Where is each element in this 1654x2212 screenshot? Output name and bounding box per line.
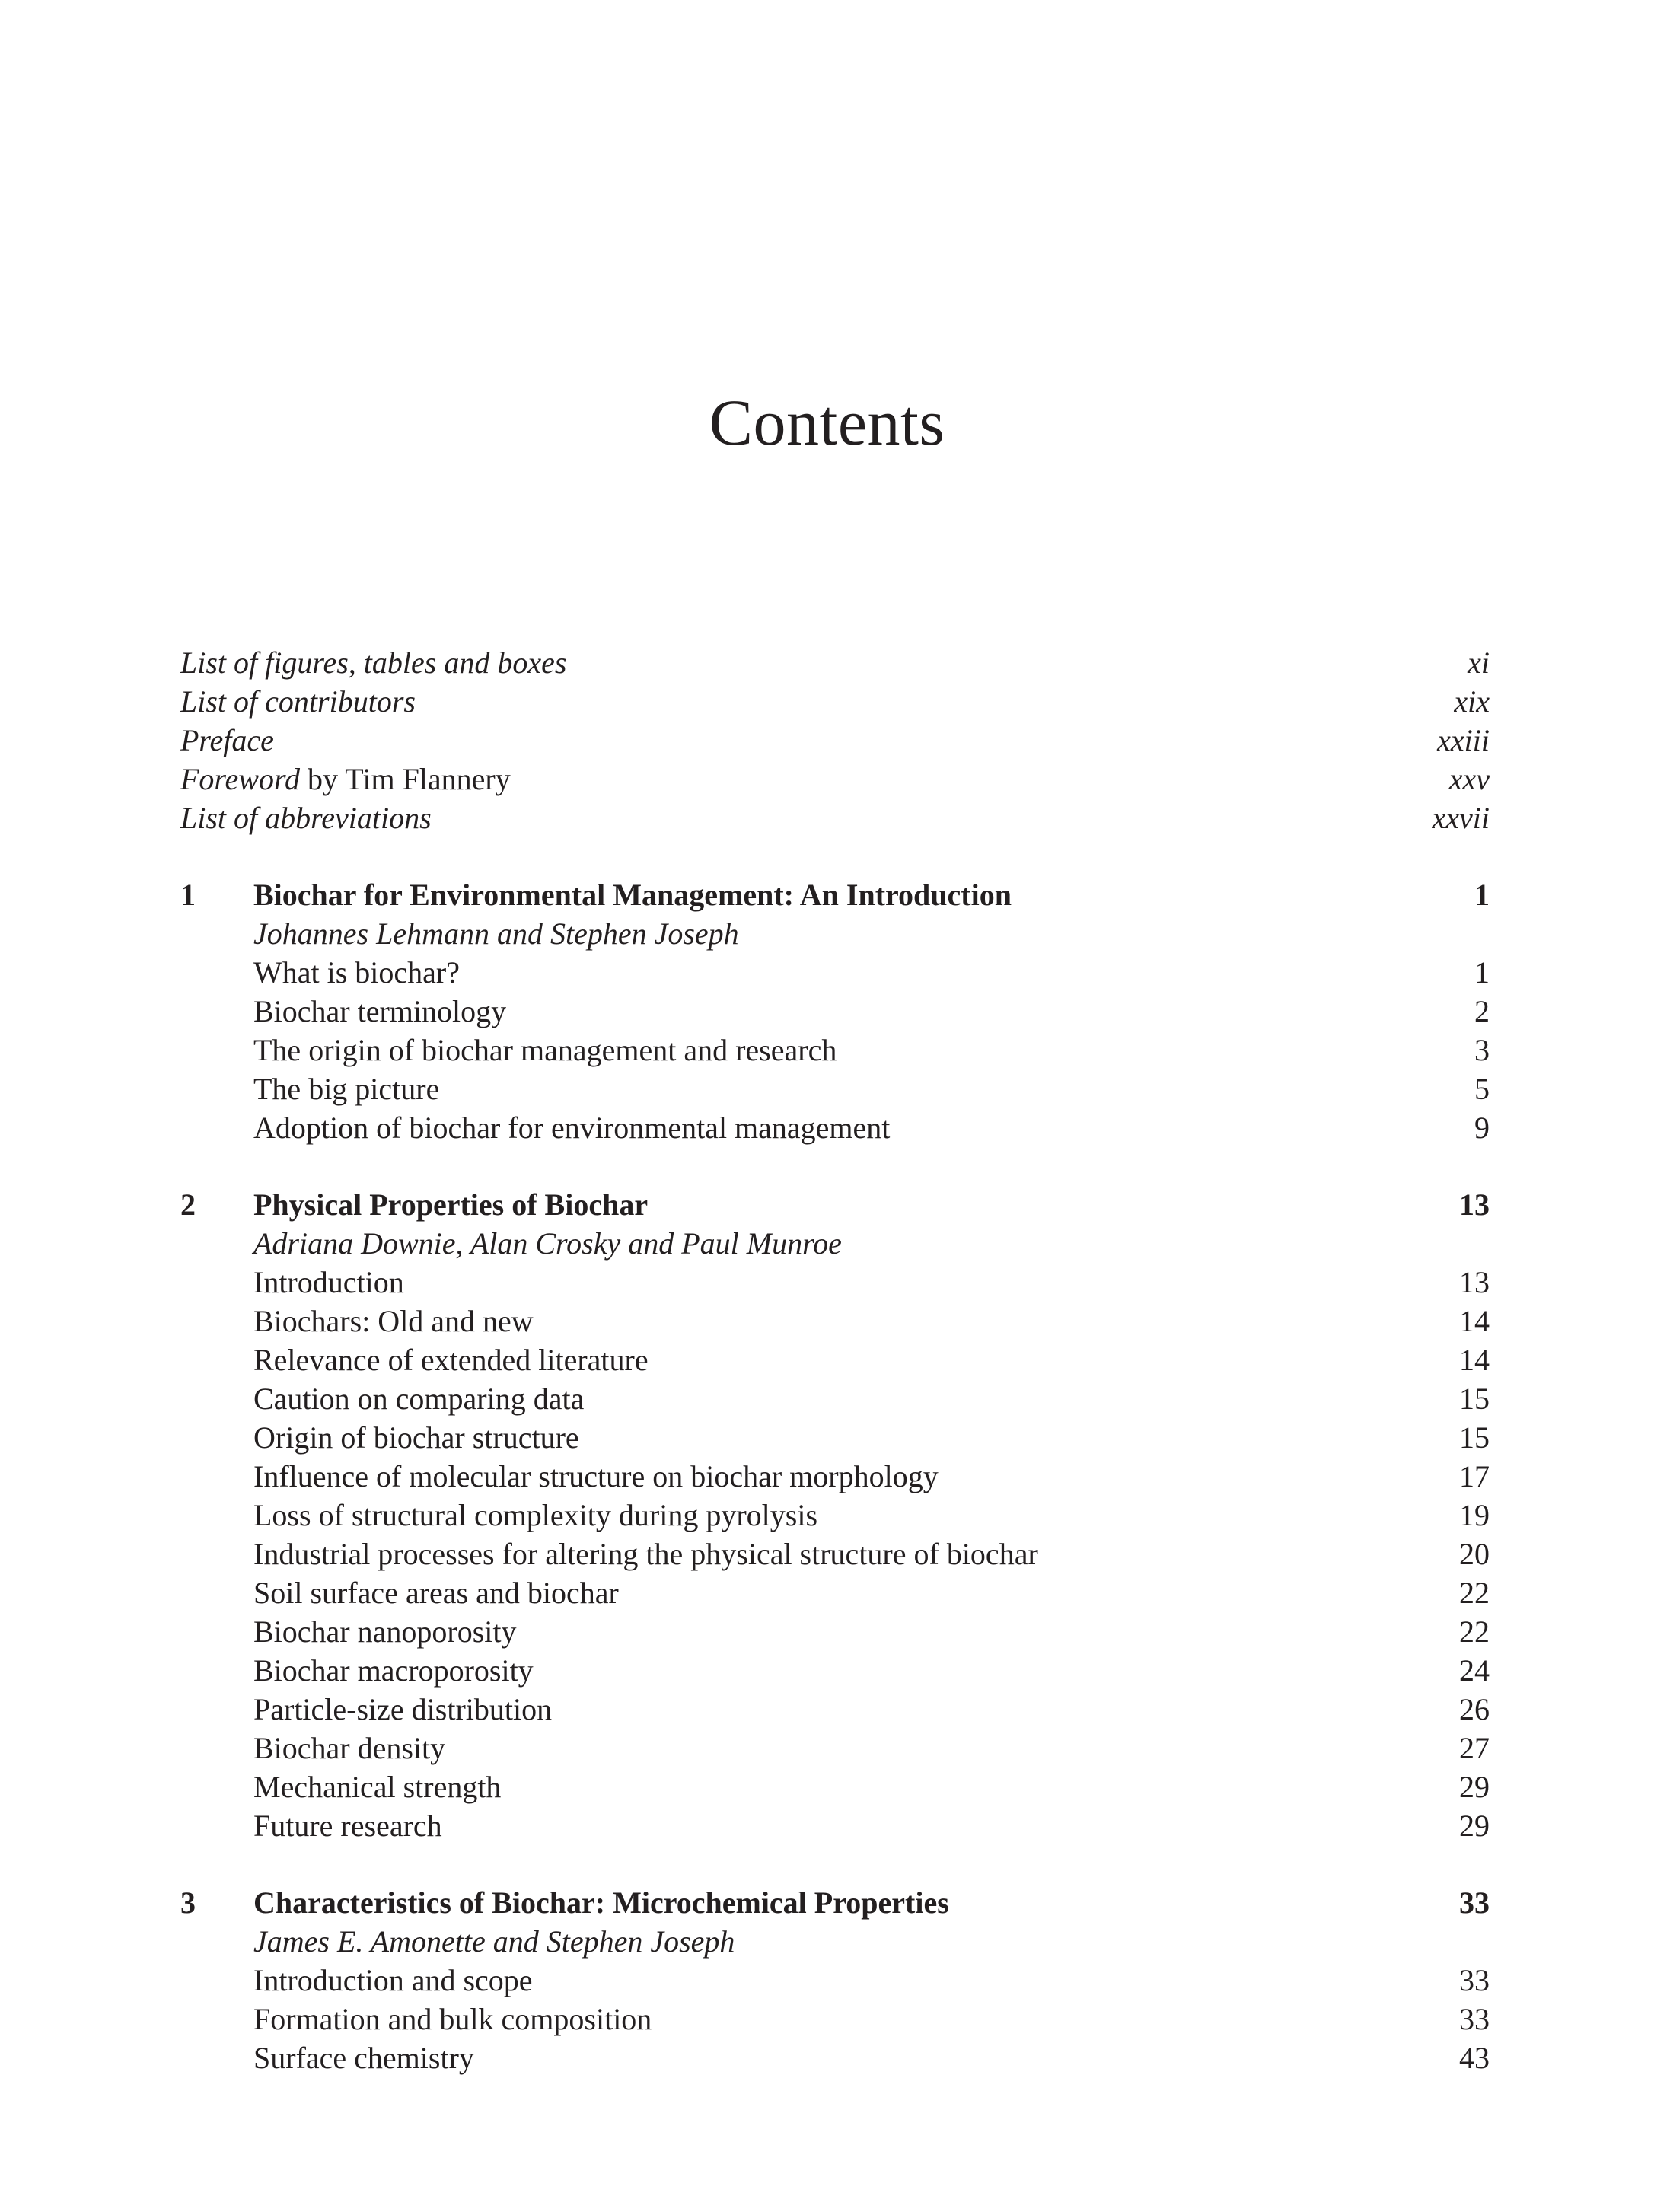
page-number: 5 [1474,1072,1490,1106]
page-number: 17 [1459,1459,1490,1493]
authors-text: Johannes Lehmann and Stephen Joseph [253,916,739,951]
section-entry[interactable] [180,1031,1490,1069]
section-title: Adoption of biochar for environmental management [253,1111,891,1145]
section-title: Industrial processes for altering the physical structure of biochar [253,1537,1038,1571]
page-number: xi [1468,645,1490,680]
section-entry[interactable] [180,1961,1490,2000]
chapter-title: Physical Properties of Biochar [253,1187,649,1222]
front-matter-label [180,682,416,721]
section-entry[interactable] [180,1340,1490,1379]
page-number: 15 [1459,1382,1490,1416]
section-title: Introduction [253,1265,404,1299]
section-title: Surface chemistry [253,2041,474,2075]
front-matter-label-text: Foreword [180,762,301,796]
page-number: xxiii [1437,723,1490,757]
page-number: 13 [1459,1187,1490,1222]
page-number: 27 [1459,1731,1490,1765]
section-entry[interactable] [180,1263,1490,1302]
section-title: Loss of structural complexity during pyrolysis [253,1498,818,1532]
section-entry[interactable] [180,1767,1490,1806]
section-title: Introduction and scope [253,1963,533,1997]
section-entry[interactable] [180,1729,1490,1767]
section-entry[interactable] [180,1535,1490,1573]
front-matter-item[interactable] [180,682,1490,721]
chapter-list [180,875,1490,2077]
section-title: Biochar terminology [253,994,507,1028]
section-title: Formation and bulk composition [253,2002,652,2036]
section-title: Soil surface areas and biochar [253,1576,619,1610]
section-title: What is biochar? [253,955,460,990]
section-title: The big picture [253,1072,440,1106]
section-title: Biochars: Old and new [253,1304,534,1338]
page-number: xxv [1448,762,1490,796]
chapter-number: 3 [180,1885,196,1920]
section-entry[interactable] [180,1612,1490,1651]
section-title: Influence of molecular structure on biochar morphology [253,1459,939,1493]
chapter-block [180,875,1490,1147]
chapter-number: 2 [180,1187,196,1222]
authors-text: Adriana Downie, Alan Crosky and Paul Munroe [253,1226,842,1261]
page-number: 33 [1459,1885,1490,1920]
section-title: Relevance of extended literature [253,1343,649,1377]
chapter-number: 1 [180,878,196,912]
front-matter-label-text: List of contributors [180,684,416,719]
section-entry[interactable] [180,2038,1490,2077]
page-number: 26 [1459,1692,1490,1726]
chapter-heading[interactable] [180,1185,1490,1224]
section-entry[interactable] [180,1496,1490,1535]
chapter-heading[interactable] [180,1883,1490,1922]
chapter-authors [180,914,1490,953]
chapter-block [180,1185,1490,1845]
front-matter-list [180,643,1490,837]
section-entry[interactable] [180,1108,1490,1147]
page-number: 13 [1459,1265,1490,1299]
front-matter-item[interactable] [180,760,1490,798]
section-title: Mechanical strength [253,1770,502,1804]
section-title: Future research [253,1809,442,1843]
section-entry[interactable] [180,1418,1490,1457]
page-number: 3 [1474,1033,1490,1067]
page-number: 2 [1474,994,1490,1028]
section-entry[interactable] [180,1379,1490,1418]
front-matter-item[interactable] [180,643,1490,682]
front-matter-label [180,760,511,798]
page-number: 33 [1459,2002,1490,2036]
section-title: The origin of biochar management and research [253,1033,837,1067]
chapter-title: Biochar for Environmental Management: An Introduction [253,878,1012,912]
section-title: Biochar density [253,1731,446,1765]
front-matter-label [180,721,274,760]
section-title: Origin of biochar structure [253,1420,579,1455]
section-entry[interactable] [180,2000,1490,2038]
page-number: 43 [1459,2041,1490,2075]
section-entry[interactable] [180,1651,1490,1690]
page-number: 29 [1459,1770,1490,1804]
section-title: Biochar nanoporosity [253,1614,517,1649]
page-number: 29 [1459,1809,1490,1843]
front-matter-label-suffix: by Tim Flannery [300,762,511,796]
page-number: 14 [1459,1343,1490,1377]
section-entry[interactable] [180,1069,1490,1108]
page-number: xxvii [1432,801,1490,835]
page-title: Contents [709,386,945,459]
front-matter-label-text: List of figures, tables and boxes [180,645,567,680]
page-number: 1 [1474,955,1490,990]
chapter-heading[interactable] [180,875,1490,914]
section-title: Biochar macroporosity [253,1653,534,1688]
section-title: Particle-size distribution [253,1692,553,1726]
front-matter-label [180,798,432,837]
front-matter-item[interactable] [180,798,1490,837]
section-entry[interactable] [180,992,1490,1031]
page-number: 14 [1459,1304,1490,1338]
page-number: 22 [1459,1614,1490,1649]
page-number: 33 [1459,1963,1490,1997]
front-matter-item[interactable] [180,721,1490,760]
page-number: 15 [1459,1420,1490,1455]
page-number: 19 [1459,1498,1490,1532]
page-number: 24 [1459,1653,1490,1688]
page-number: 20 [1459,1537,1490,1571]
section-entry[interactable] [180,1573,1490,1612]
table-of-contents [180,643,1490,2077]
authors-text: James E. Amonette and Stephen Joseph [253,1924,735,1959]
section-title: Caution on comparing data [253,1382,585,1416]
section-entry[interactable] [180,1806,1490,1845]
chapter-authors [180,1224,1490,1263]
front-matter-label [180,643,566,682]
front-matter-label-text: Preface [180,723,274,757]
section-entry[interactable] [180,1690,1490,1729]
section-entry[interactable] [180,953,1490,992]
page-number: xix [1454,684,1490,719]
front-matter-label-text: List of abbreviations [180,801,432,835]
section-entry[interactable] [180,1302,1490,1340]
chapter-title: Characteristics of Biochar: Microchemical Properties [253,1885,949,1920]
section-entry[interactable] [180,1457,1490,1496]
page-number: 22 [1459,1576,1490,1610]
page-number: 9 [1474,1111,1490,1145]
page-number: 1 [1474,878,1490,912]
chapter-block [180,1883,1490,2077]
chapter-authors [180,1922,1490,1961]
